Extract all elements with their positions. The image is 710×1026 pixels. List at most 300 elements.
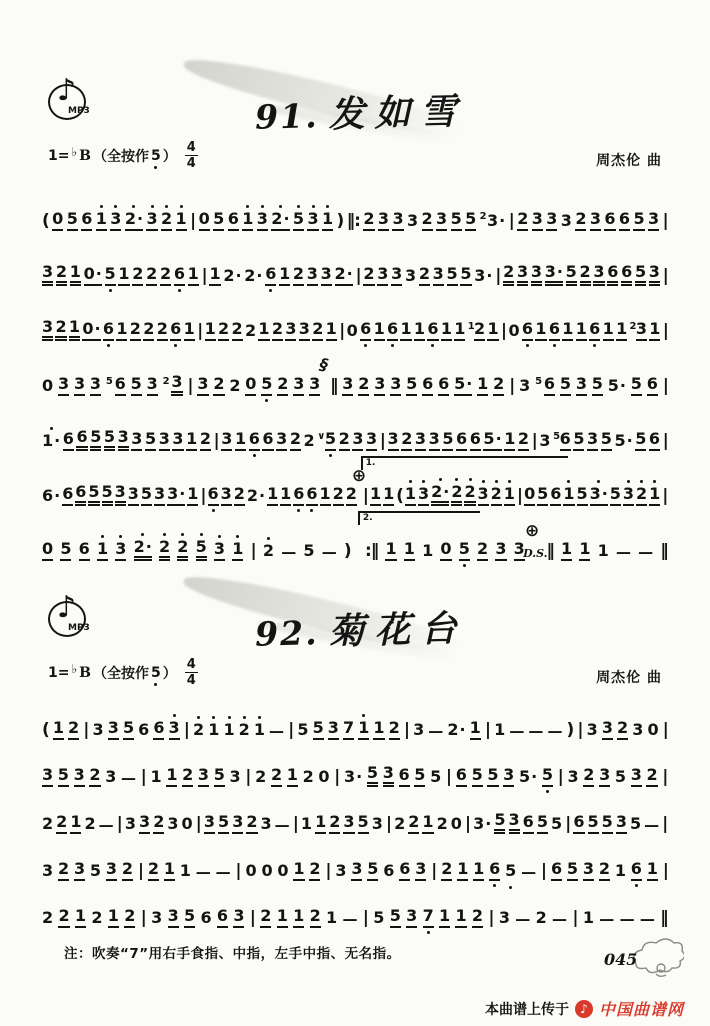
note: 3·: [590, 486, 608, 506]
note: 2: [200, 431, 211, 451]
note: 2: [255, 767, 267, 787]
note: 0: [346, 321, 358, 341]
note: 6: [456, 767, 467, 787]
dash-note: —: [269, 722, 285, 741]
note: 3: [406, 908, 417, 928]
note: 6: [522, 321, 533, 341]
note: 1: [209, 266, 220, 286]
note: 2: [153, 814, 164, 834]
high-octave-dot: [439, 478, 442, 481]
barline: |: [116, 814, 122, 835]
note: 2: [143, 321, 154, 341]
note: 2: [271, 767, 282, 787]
note: 3: [429, 431, 440, 451]
note: 6: [604, 211, 615, 231]
note: 5: [90, 429, 101, 451]
note: 2: [182, 767, 193, 787]
barline: |: [662, 861, 668, 882]
composer: 周杰伦 曲: [596, 153, 662, 169]
note: 2: [464, 484, 475, 506]
note: 1: [454, 321, 465, 341]
barline: |: [403, 720, 410, 741]
note: 2: [408, 814, 419, 834]
music-line: [42, 176, 668, 231]
note: 1: [487, 321, 498, 341]
note: 6: [265, 266, 276, 286]
note: 0: [42, 376, 54, 396]
barline: |: [565, 814, 571, 835]
note: 3: [631, 767, 642, 787]
fingering-post: ）: [162, 148, 177, 165]
note: 3·: [486, 211, 506, 231]
note: 3: [42, 319, 53, 341]
high-octave-dot: [640, 480, 643, 483]
note: 5: [494, 812, 505, 834]
note: 1: [69, 319, 80, 341]
barline: |: [385, 814, 392, 835]
barline: |: [516, 486, 523, 507]
note: 2: [517, 211, 528, 231]
note: 5: [635, 431, 646, 451]
note: 2: [363, 266, 374, 286]
note: 0: [277, 861, 289, 881]
note: 2: [68, 720, 79, 740]
high-octave-dot: [173, 714, 176, 717]
augmentation-dot: ·: [235, 266, 242, 286]
note: 2: [234, 486, 245, 506]
note: 1: [535, 321, 546, 341]
music-line: [42, 341, 668, 396]
note: 3: [560, 211, 572, 231]
note: 2: [84, 814, 96, 834]
note: 5: [602, 814, 613, 834]
barline: |: [250, 541, 256, 562]
note: 6: [621, 264, 632, 286]
note: 5: [88, 484, 99, 506]
note: 3: [221, 486, 232, 506]
note: 1: [267, 486, 278, 506]
note: 5·: [483, 431, 501, 451]
note: 2: [229, 376, 241, 396]
note: 2: [575, 211, 586, 231]
grace-note: 2: [629, 321, 637, 332]
song-number: 92.: [254, 613, 320, 654]
note: 3: [583, 861, 594, 881]
barline: |: [201, 266, 207, 287]
note: 3: [388, 431, 399, 451]
note: 3: [519, 376, 531, 396]
note: 1: [562, 321, 573, 341]
augmentation-dot: ·: [54, 486, 61, 506]
augmentation-dot: ·: [356, 767, 363, 787]
high-octave-dot: [261, 205, 264, 208]
note: 2: [146, 266, 157, 286]
note: 2·: [244, 266, 263, 286]
high-octave-dot: [100, 205, 103, 208]
note: 5: [577, 486, 588, 506]
note: 3: [478, 486, 489, 506]
augmentation-dot: ·: [619, 376, 626, 396]
note: 5: [631, 376, 642, 396]
high-octave-dot: [218, 535, 221, 538]
augmentation-dot: ·: [556, 262, 563, 282]
note: 3: [343, 814, 354, 834]
note: 3: [299, 321, 310, 341]
note: 2: [422, 211, 433, 231]
note: 6: [76, 429, 87, 451]
meter-denominator: 4: [186, 156, 196, 171]
music-line: [42, 740, 668, 787]
music-line: [42, 506, 668, 561]
note: 1: [582, 908, 594, 928]
note: 5: [573, 431, 584, 451]
augmentation-dot: ·: [495, 429, 502, 449]
note: 3: [433, 266, 444, 286]
note: 2: [312, 321, 323, 341]
barline: |: [355, 266, 361, 287]
note: 1: [597, 541, 609, 561]
note: 2: [260, 908, 271, 928]
high-octave-dot: [236, 535, 239, 538]
note: 5: [614, 767, 627, 787]
high-octave-dot: [101, 535, 104, 538]
note: 3: [351, 861, 362, 881]
note: 3: [517, 264, 528, 286]
note: 1: [614, 861, 626, 881]
note: 3: [415, 431, 426, 451]
note: 1: [150, 767, 162, 787]
barline: |: [200, 486, 206, 507]
note: 3: [204, 814, 215, 834]
barline: (: [396, 486, 403, 507]
note: 5: [373, 908, 385, 928]
note: 3: [151, 908, 163, 928]
high-octave-dot: [567, 480, 570, 483]
note: 1: [477, 376, 488, 396]
note: 2: [441, 861, 452, 881]
note: 3: [139, 814, 150, 834]
high-octave-dot: [653, 480, 656, 483]
breath-mark: ∨: [317, 431, 326, 442]
high-octave-dot: [469, 478, 472, 481]
fingering-note: [151, 148, 161, 164]
note: 5: [406, 376, 417, 396]
barline: |: [190, 211, 196, 232]
note: 1: [279, 266, 290, 286]
note: 3: [124, 814, 137, 834]
note: 6: [607, 264, 618, 286]
high-octave-dot: [181, 533, 184, 536]
note: 3: [377, 266, 388, 286]
augmentation-dot: ·: [179, 484, 186, 504]
note: 0: [440, 541, 451, 561]
barline: |: [245, 767, 251, 788]
note: 5·: [614, 431, 633, 451]
note: 2·: [431, 484, 449, 506]
high-octave-dot: [200, 533, 203, 536]
note: 6: [438, 376, 449, 396]
note: 2: [293, 266, 304, 286]
note: 1: [223, 722, 234, 740]
note: 2: [157, 321, 168, 341]
note: 2: [89, 767, 100, 787]
note: 6: [153, 720, 164, 740]
note: 3: [172, 431, 183, 451]
dash-note: —: [428, 722, 444, 741]
note: 6: [573, 814, 584, 834]
barline: |: [662, 486, 668, 507]
high-octave-dot: [258, 716, 261, 719]
note: 6: [63, 431, 74, 451]
note: 3: [197, 376, 208, 396]
note: 6: [306, 486, 317, 506]
note: 6: [551, 861, 562, 881]
dash-note: —: [619, 910, 635, 929]
high-octave-dot: [197, 716, 200, 719]
high-octave-dot: [297, 205, 300, 208]
note: 2: [263, 543, 274, 561]
note: 5: [261, 376, 272, 396]
note: 1: [400, 321, 411, 341]
fingering-post: ）: [162, 665, 177, 682]
dash-note: —: [547, 722, 563, 741]
note: 3: [531, 264, 542, 286]
barline: |: [235, 861, 241, 882]
note: 6: [427, 321, 438, 341]
note: 1: [184, 321, 195, 341]
note: 1: [315, 814, 326, 834]
barline: |: [488, 908, 494, 929]
note: 1: [187, 486, 198, 506]
note: 3: [159, 431, 170, 451]
note: 1: [108, 908, 119, 928]
note: 3·: [474, 266, 493, 286]
augmentation-dot: ·: [54, 431, 61, 451]
note: 3: [106, 861, 117, 881]
note: 1: [254, 722, 265, 740]
note: 6·: [42, 486, 61, 506]
note: 3: [74, 767, 85, 787]
note: 5: [601, 431, 612, 451]
barline: |: [572, 908, 578, 929]
note: 1: [358, 720, 369, 740]
high-octave-dot: [482, 480, 485, 483]
dash-note: —: [521, 863, 537, 882]
note: 2: [159, 539, 170, 561]
barline: ): [336, 211, 344, 232]
note: 3: [342, 376, 353, 396]
note: 6: [383, 861, 395, 881]
note: 2: [394, 814, 406, 834]
note: 5: [213, 211, 224, 231]
note: 3: [352, 431, 363, 451]
note: 2: [389, 720, 400, 740]
barline: ‖: [546, 541, 554, 562]
note: 3: [503, 767, 514, 787]
note: 2: [436, 814, 448, 834]
note: 5·: [607, 376, 626, 396]
note: 1: [326, 908, 338, 928]
note: 2: [303, 431, 315, 451]
note: 2: [161, 211, 172, 231]
dash-note: —: [120, 769, 136, 788]
note: 5: [60, 541, 71, 561]
note: 3: [335, 861, 347, 881]
note: 5: [58, 767, 69, 787]
note: 0·: [82, 321, 100, 341]
note: 3: [532, 211, 543, 231]
dash-note: —: [342, 910, 358, 929]
note: 5: [105, 266, 116, 286]
barline: |: [339, 321, 345, 342]
augmentation-dot: ·: [145, 537, 152, 557]
note: 1: [370, 486, 381, 506]
note: 6: [103, 321, 114, 341]
note: 3: [115, 541, 126, 561]
barline: |: [83, 720, 89, 741]
note: 5: [505, 863, 516, 881]
note: 3: [539, 431, 551, 451]
note: 2: [451, 484, 462, 506]
dash-note: —: [274, 816, 290, 835]
augmentation-dot: ·: [499, 211, 506, 231]
low-octave-dot: [463, 564, 466, 567]
note: 3: [586, 720, 598, 740]
final-barline: ‖: [660, 908, 668, 929]
note: 6: [262, 431, 273, 451]
note: 3: [602, 720, 613, 740]
note: 6: [360, 321, 371, 341]
note: 3: [390, 376, 401, 396]
high-octave-dot: [409, 480, 412, 483]
flat-sign: ♭: [71, 144, 78, 159]
augmentation-dot: ·: [94, 319, 101, 339]
note: 3: [92, 720, 104, 740]
note: 5: [131, 376, 142, 396]
note: 3: [257, 211, 268, 231]
note: 1: [179, 861, 191, 881]
volta-bracket-2: 2.: [358, 511, 480, 525]
augmentation-dot: ·: [485, 814, 492, 834]
barline: |: [137, 861, 144, 882]
note: 0: [181, 814, 193, 834]
note: 1: [53, 720, 64, 740]
augmentation-dot: ·: [443, 482, 450, 502]
note: 2: [580, 264, 591, 286]
note: 2: [503, 264, 514, 286]
note: 1: [579, 541, 590, 561]
note: 3: [509, 812, 520, 834]
note: 1: [188, 266, 199, 286]
note: 3: [495, 541, 506, 561]
note: 3: [514, 541, 525, 561]
high-octave-dot: [119, 535, 122, 538]
high-octave-dot: [246, 205, 249, 208]
note: 2: [124, 908, 135, 928]
note: 2: [346, 486, 357, 506]
note: 1: [70, 264, 81, 286]
note: 2: [42, 908, 54, 928]
grace-note: 5: [553, 431, 561, 442]
dash-note: —: [615, 543, 631, 562]
high-octave-dot: [50, 427, 53, 430]
note: 2·: [223, 266, 242, 286]
barline: |: [662, 211, 668, 232]
grace-note: 2: [162, 376, 170, 387]
high-octave-dot: [141, 533, 144, 536]
mp3-label: MP3: [68, 106, 90, 116]
note: 6: [387, 321, 398, 341]
note: 0: [647, 720, 659, 740]
note: 3: [404, 266, 417, 286]
note: 3: [632, 720, 644, 740]
note: 5: [633, 211, 644, 231]
dal-segno-label: D.S.: [523, 547, 548, 560]
note: 2: [419, 266, 430, 286]
note: 2: [636, 486, 647, 506]
note: 3: [131, 431, 142, 451]
song-91-header: [40, 73, 670, 171]
note: 3: [616, 814, 627, 834]
high-octave-dot: [132, 205, 135, 208]
note: 7: [423, 908, 434, 928]
note: 3: [285, 321, 296, 341]
note: 2: [55, 319, 66, 341]
note: 6: [217, 908, 228, 928]
note: 1: [422, 814, 433, 834]
site-name: 中国曲谱网: [598, 1000, 684, 1019]
barline: (: [42, 211, 49, 232]
note: 1: [385, 541, 396, 561]
barline: |: [187, 376, 193, 397]
note: 1: [166, 767, 177, 787]
note: 1: [293, 861, 304, 881]
note: 2: [272, 321, 283, 341]
note: 5: [218, 814, 229, 834]
note: 2·: [271, 211, 289, 231]
barline: |: [140, 767, 146, 788]
barline: |: [445, 767, 452, 788]
note: 1: [118, 266, 129, 286]
barline: |: [662, 376, 668, 397]
augmentation-dot: ·: [486, 266, 493, 286]
note: 3·: [545, 264, 563, 286]
note: 6: [523, 814, 534, 834]
note: 3: [366, 431, 377, 451]
note: 3: [74, 861, 85, 881]
fingering-note: [151, 665, 161, 681]
meter-numerator: 4: [186, 140, 196, 155]
note: 3: [198, 767, 209, 787]
note: 0: [318, 767, 330, 787]
note: 6: [647, 376, 658, 396]
note: 1: [473, 861, 484, 881]
note: 1: [205, 321, 216, 341]
song-title: [254, 600, 467, 657]
note: 3: [392, 211, 403, 231]
grace-note: 1: [467, 321, 475, 332]
note: 1: [494, 720, 506, 740]
barline: |: [431, 861, 437, 882]
note: 5: [629, 814, 642, 834]
high-octave-dot: [114, 205, 117, 208]
note: 3: [546, 211, 557, 231]
barline: ‖: [329, 376, 338, 397]
page-number-area: [594, 938, 684, 982]
note: 1: [116, 321, 127, 341]
note: 2: [232, 321, 243, 341]
note: 3: [436, 211, 447, 231]
